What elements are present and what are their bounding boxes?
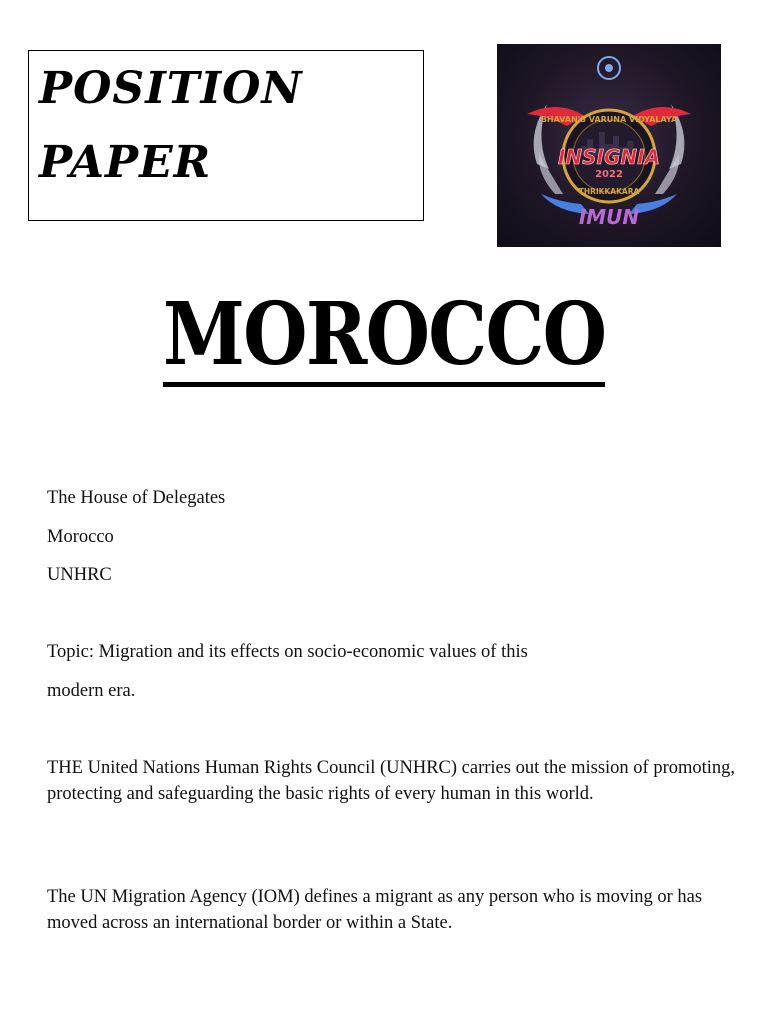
insignia-imun-logo	[497, 44, 721, 247]
paragraph-iom: The UN Migration Agency (IOM) defines a migrant as any person who is moving or has moved across an international border or within a State.	[47, 887, 703, 933]
title-line-2: PAPER	[39, 137, 212, 188]
title-box	[28, 50, 424, 221]
logo-event-text: INSIGNIA	[557, 145, 661, 169]
logo-location-text: THRIKKAKARA	[578, 187, 640, 196]
intro-line-committee: UNHRC	[47, 565, 112, 585]
emblem-icon	[598, 57, 620, 79]
country-heading	[0, 284, 768, 387]
logo-name-text: IMUN	[578, 205, 640, 229]
topic-line-1: Topic: Migration and its effects on socio-economic values of this	[47, 642, 528, 662]
intro-line-country: Morocco	[47, 527, 114, 547]
logo-arc-text: BHAVAN'S VARUNA VIDYALAYA	[540, 115, 678, 124]
title-line-1: POSITION	[39, 63, 303, 114]
intro-line-house: The House of Delegates	[47, 488, 226, 508]
country-heading-text: MOROCCO	[162, 284, 606, 385]
topic-line-2: modern era.	[47, 681, 136, 701]
paragraph-unhrc: THE United Nations Human Rights Council (UNHRC) carries out the mission of promoting, protecting and safeguarding the basic rights of every human in this world.	[47, 758, 736, 804]
logo-year-text: 2022	[595, 169, 623, 180]
